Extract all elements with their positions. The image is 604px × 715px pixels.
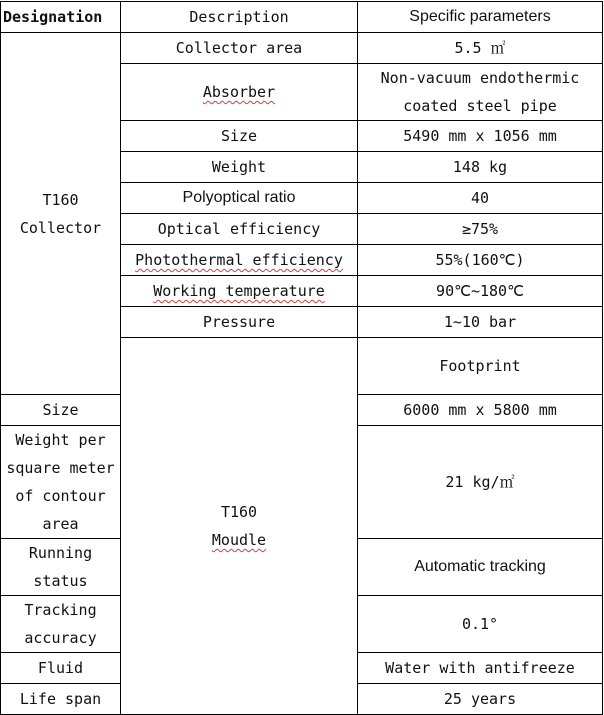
group-name-line1: T160 <box>42 190 79 209</box>
row-description: Optical efficiency <box>121 214 358 245</box>
row-value: 25 years <box>358 684 603 715</box>
row-description <box>121 276 358 307</box>
row-description <box>121 245 358 276</box>
header-designation: Designation <box>1 2 121 33</box>
row-value: Automatic tracking <box>358 539 603 596</box>
row-description: Pressure <box>121 307 358 338</box>
group-name-line1: T160 <box>220 503 258 521</box>
row-description: Size <box>121 121 358 152</box>
row-value-line1: Non-vacuum endothermic <box>380 69 580 87</box>
row-description: Fluid <box>1 653 121 684</box>
group-name-line2: Collector <box>19 218 102 237</box>
row-value: 40 <box>358 183 603 214</box>
row-description: Weight <box>121 152 358 183</box>
row-description: Footprint <box>358 338 603 395</box>
group-name-line2: Moudle <box>211 531 267 549</box>
row-description-line2: of contour area <box>15 487 106 533</box>
row-description: Life span <box>1 684 121 715</box>
row-description: Collector area <box>121 33 358 64</box>
group-collector-cell <box>1 33 121 395</box>
row-value: ≥75% <box>358 214 603 245</box>
table-header-row <box>1 2 603 33</box>
spec-table <box>0 1 603 715</box>
row-description-text: Photothermal efficiency <box>135 251 343 269</box>
row-value: 1~10 bar <box>358 307 603 338</box>
row-value: 5490 mm x 1056 mm <box>358 121 603 152</box>
row-value: 0.1° <box>358 596 603 653</box>
group-module-cell <box>121 338 358 715</box>
row-value: 90℃~180℃ <box>358 276 603 307</box>
row-value: 55%(160℃) <box>358 245 603 276</box>
row-description <box>1 426 121 539</box>
row-value <box>358 64 603 121</box>
header-parameters: Specific parameters <box>358 2 603 33</box>
row-description <box>121 64 358 121</box>
header-description: Description <box>121 2 358 33</box>
row-description: Size <box>1 395 121 426</box>
row-description: Polyoptical ratio <box>121 183 358 214</box>
table-row <box>1 33 603 64</box>
row-description-text: Working temperature <box>153 282 325 300</box>
row-value: Water with antifreeze <box>358 653 603 684</box>
row-description: Running status <box>1 539 121 596</box>
row-description-line1: Weight per square meter <box>6 431 115 477</box>
row-value: 21 kg/㎡ <box>358 426 603 539</box>
row-value: 6000 mm x 5800 mm <box>358 395 603 426</box>
row-description: Tracking accuracy <box>1 596 121 653</box>
row-value: 5.5 ㎡ <box>358 33 603 64</box>
row-value-line2: coated steel pipe <box>403 97 557 115</box>
row-description-text: Absorber <box>202 83 276 101</box>
row-value: 148 kg <box>358 152 603 183</box>
